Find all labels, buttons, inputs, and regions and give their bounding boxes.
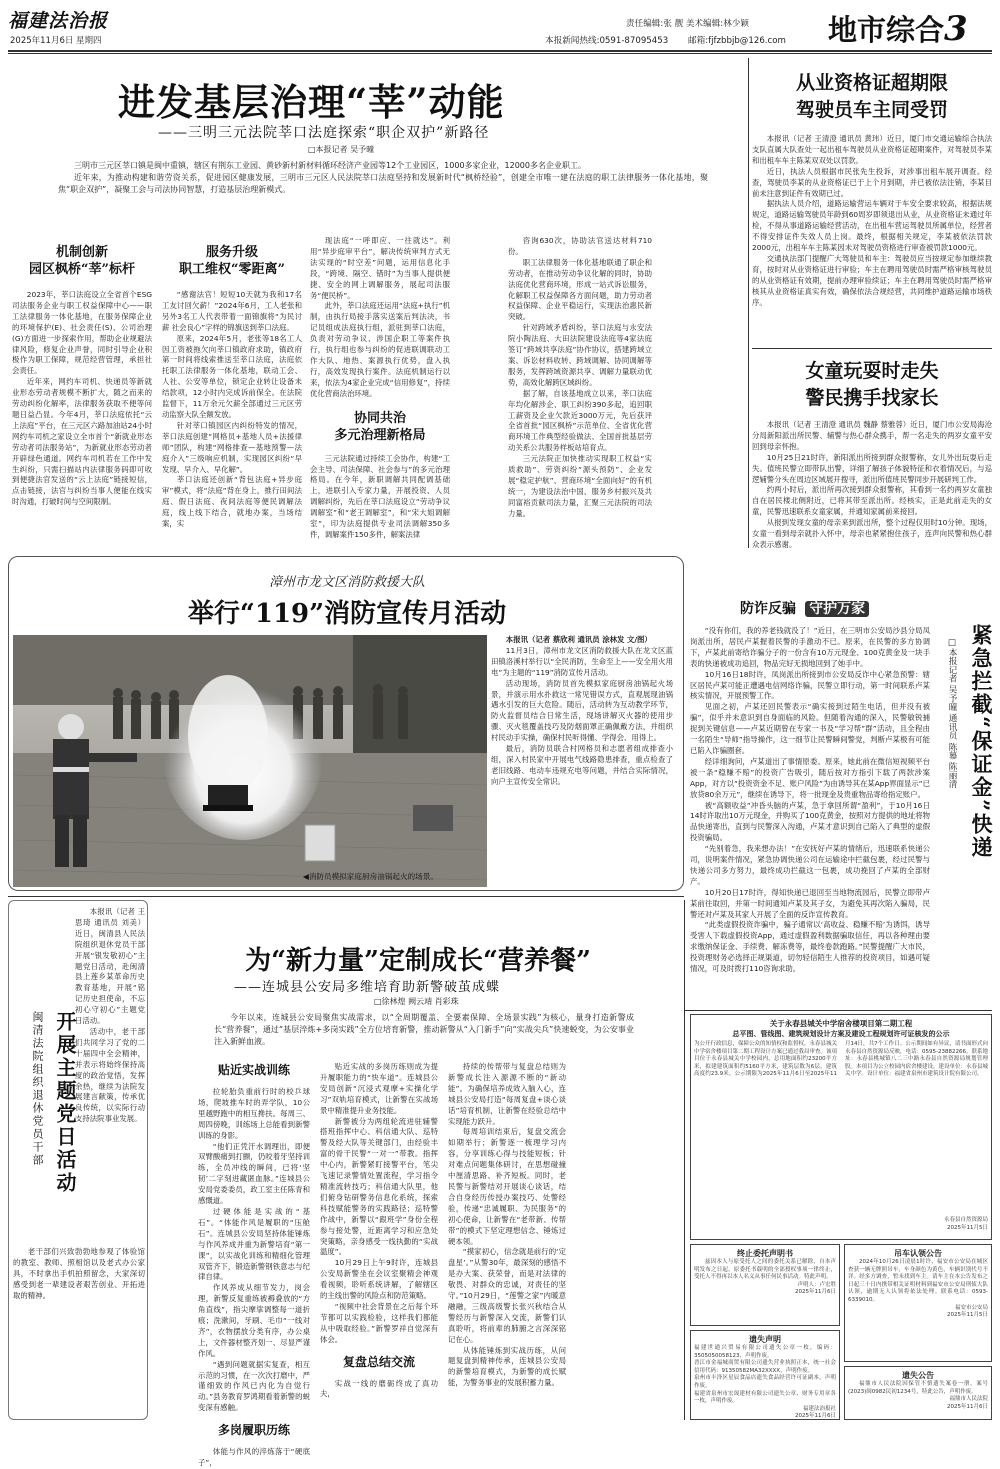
notice-item: 晋江市金福城商贸有限公司遗失营业执照正本，统一社会信用代码：91350582MA32XXXX，声明作废。 [694, 1360, 836, 1374]
masthead [8, 6, 992, 48]
para: 此外，莘口法庭还运用“法庭+执行”机制，由执行局接手落实送案后判法决，书记员组成法庭执行组，派驻到莘口法庭，负责对劳动争议、涉国企职工等案件执行，执行组也参与纠纷的促进联调联动工作大队、地热、案源执行优势，盘入执行，高效发现执行案件。法庭机制运行以来，依法为4家企业完成“信用修复”，持续优化营商法治环境。 [310, 301, 450, 398]
editors-line: 责任编辑:张 靓 美术编辑:林少颖 [626, 19, 749, 29]
section-heading: 机制创新 [55, 245, 108, 260]
notice-title: 终止委托声明书 [737, 1248, 793, 1258]
notice-subtitle: 总平图、管线图、建筑规划设计方案及建设工程规划许可证核发的公示 [732, 1029, 950, 1038]
para: 从报到发现女童的母亲来到派出所，整个过程仅用时10分钟。现场，女童一看到母亲就扑入怀中，母亲也紧紧抱住孩子，连声向民警和热心群众表示感谢。 [752, 518, 992, 549]
para: 据了解，自该基地成立以来，莘口法庭年均化解涉企、职工纠纷390多起，追回职工薪资及企业欠款近3000万元，先后获评全省首批“园区枫桥”示范单位、全省优化营商环境工作典型经验做法、全国首批基层劳动关系公共服务样板站培育点。 [508, 388, 652, 453]
byline: 本报讯（记者 蔡欣利 通讯员 涂林发 文/图） [505, 635, 652, 644]
notice-lost [690, 1330, 840, 1420]
para: “感谢法官！短短10天就为我和17名工友讨回欠薪！”2024年6月，工人老张和另外3名工人代表带着一面锦旗将“为民讨薪 社会良心”字样的锦旗送到莘口法庭。 [162, 290, 302, 332]
notice-court-loss [844, 1366, 992, 1420]
notice-title: 遗失声明 [749, 1334, 781, 1344]
headline: 举行“119”消防宣传月活动 [187, 599, 507, 629]
party-text-top [75, 907, 145, 1243]
hotline: 本报新闻热线:0591-87095453 [545, 36, 669, 46]
article-court [8, 58, 746, 548]
fire-text [491, 635, 673, 788]
headline: 为“新力量”定制成长“营养餐” [245, 946, 591, 976]
para: 活动中，老干部们共同学习了党的二十届四中全会精神，并表示将始终保持高度的政治觉悟，发挥余热，继续为法院发展建言献策，传承优良传统，以实际行动支持法院事业发展。 [75, 1026, 145, 1124]
para: “摸家初心，信念就是前行的‘定盘星’。”从警30年，最深刻的感悟不是办大案、获荣誉，而是对法律的敬畏、对群众的忠诚，对责任的坚守。”10月29日，“莲警之家”内暖意融融，三级高级警长张兴秋结合从警经历与新警深入交流，新警们认真聆听，将前辈的肺腑之言深深铭记在心。 [448, 1247, 566, 1344]
para: “他们正凭汗水调理出，即便双臂酸痛到打颤，仍咬着牙坚持训练，全员冲线的瞬间，已将‘坚韧’二字刻进藏匿血脉。”连城县公安局党委委员，政工室主任陈青和感慨道。 [198, 1141, 310, 1206]
section-heading: 协同共治 [353, 410, 406, 426]
headline: 进发基层治理“莘”动能 [118, 80, 505, 124]
para: 持续的传帮带与复盘总结则为新警成长注入源源不断的“新动能”。为确保培养成效入脑入心，连城县公安局打造“每周复盘+谈心谈话”培育机制，让新警在经验总结中实现能力跃升。 [448, 1062, 566, 1126]
headline: 从业资格证超期限 [795, 72, 948, 94]
section-heading: 贴近实战训练 [217, 1063, 290, 1077]
para: 实战一线的磨砺终成了真功夫， [320, 1378, 438, 1399]
para: 莘口法庭还创新“背包法庭+异步庭审”模式，将“法庭”背在身上，推行田间法庭、假日法庭、夜间法庭等便民调解法庭，线上线下结合，就地办案，当场结案，实 [162, 475, 302, 529]
notice-date: 2025年11月6日 [795, 1289, 836, 1296]
notice-text: 福鼎市人民法院因保管不慎遗失案卷一册，案号(2023)闽0982民初1234号，特此公告，声明作废。 [848, 1381, 988, 1395]
para: 体能与作风的淬炼落于“硬底子”， [198, 1447, 310, 1468]
headline-vertical: 开展主题党日活动 [53, 1011, 77, 1195]
para: 现法庭“一呼即应、一往就达”。利用“异步庭审平台”，解决传统审判方式无法实现的“时空差”问题，运用信息化手段，“跨境、隔空、错时”为当事人提供便捷、安全的网上调解服务，展起司法服务“便民桥”。 [310, 236, 450, 300]
para: 10月25日21时许，新阳派出所接到群众报警称，女儿外出玩耍后走失。值班民警立即带队出警，详细了解孩子体貌特征和衣着情况后，与巡逻辅警分头在周边区域展开搜寻，派出所值班民警同步开展研判工作。 [752, 452, 992, 484]
notice-planning [690, 1014, 992, 1240]
article-fire-box [8, 556, 684, 891]
para: 2023年，莘口法庭设立全省首个ESG司法服务企业与职工权益保障中心——职工法律服务一体化基地，在服务保障企业的环境保护(E)、社会责任(S)、公司治理(G)方面进一步探索作用，帮助企业规避法律风险，修复企业声誉，同时引导企业积极作为职工保障，规范经营管理，承担社会责任。 [12, 290, 152, 376]
para: 职工法律服务一体化基地联通了职企和劳动者，在推动劳动争议化解的同时，协助法庭优化营商环境，形成一站式诉讼服务，化解职工权益保障各方面问题，助力劳动者权益保障、企业平稳运行，实现法治惠民新突破。 [508, 257, 652, 322]
page-number: 3 [944, 9, 968, 49]
section-heading: 职工维权“零距离” [179, 262, 285, 277]
notice-crane [844, 1244, 992, 1362]
para: 本报讯（记者 王清澄 通讯员 黄玮）近日，厦门市交通运输综合执法支队直属大队查处一起出租车驾驶员从业资格证超期案件，对驾驶员李某和出租车车主陈某双双处以罚款。 [752, 134, 992, 165]
para: 近日，执法人员根据市民张先生投诉，对涉事出租车展开调查。经查，驾驶员李某的从业资格证已于上个月到期，并已被依法注销，李某目前未注意到证件有效期已过。 [752, 166, 992, 198]
badge-label: 守护万家 [805, 601, 869, 617]
police-column-1 [198, 1062, 310, 1468]
lead-para: 三明市三元区莘口镇是闽中重镇，辖区有荆东工业园、黄砂新村新材料循环经济产业园等12个工业园区，1000多家企业，12000多名企业职工。 [74, 161, 586, 170]
section-title: 地市综合3 [828, 9, 968, 49]
notice-sign: 永春县自然资源局 [943, 1217, 988, 1223]
column-3 [310, 236, 450, 541]
para: 三元法院正加快推动实现职工权益“实质救助”、劳资纠纷“源头预防”、企业发展“稳定护航”、营商环境“全面向好”的有机统一，为建设法治中国、服务乡村振兴及共同富裕贡献司法力量，汇聚三元法院的司法力量。 [508, 454, 652, 518]
police-column-2 [320, 1062, 438, 1420]
headline-line2: 警民携手找家长 [805, 387, 939, 409]
notice-sign: 福鼎市人民法院 [949, 1396, 988, 1403]
para: 近年来，网约车司机、快递员等新就业形态劳动者规模不断扩大，随之而来的劳动纠纷化解率，法律服务获取不便等问题日益凸显。今年4月，莘口法庭依托“云上法庭”平台，在三元区六路加油站24小时网约车司机之家设立全市首个“新就业形态劳动者司法服务站”，为新就业形态劳动者开辟绿色通道。网约车司机若在工作中发生纠纷，只需扫描站内法律服务码即可收到便捷法官发送的“云上法庭”链接短信，点击链接，法官与纠纷当事人便能在线实时沟通，打破时间与空间限制。 [12, 377, 152, 507]
section-heading: 多岗履职历练 [217, 1423, 290, 1438]
notice-title: 关于永春县城关中学宿舍楼项目第二期工程 [769, 1019, 913, 1028]
para: 针对莘口镇园区内纠纷特发的情况，莘口法庭创建“网格员+基地人员+法援律师”团队，构建“网格排查—基地预警—法庭介入”三级响应机制，实现园区纠纷“早发现、早介入、早化解”。 [162, 420, 302, 474]
para: “此类虚假投资诈骗中，骗子通常以‘高收益、稳赚不赔’为诱饵，诱导受害人下载虚假投资App，通过虚假盈利数据骗取信任，再以各种理由要求缴纳保证金、手续费、解冻费等，最终卷款跑路。”民警提醒广大市民，投资理财务必选择正规渠道，切勿轻信陌生人推荐的投资项目，如遇可疑情况，可及时拨打110咨询求助。 [690, 920, 930, 974]
para: 经详细询问，卢某道出了事情原委。原来，她此前在微信短视频平台被一条“稳赚不赔”的投资广告吸引，随后按对方指引下载了两款涉案App，对方以“投资资金不足、账户风险”为由诱导其在某App界面显示“已放贷80余万元”，继续在诱导下，将一批现金及贵重物品寄给指定账户。 [690, 756, 930, 799]
notice-date: 2025年11月5日 [947, 1224, 988, 1231]
para: “先别着急，我来想办法！”在安抚好卢某的情绪后，迅速联系快递公司，说明案件情况，紧急协调快递公司在运输途中拦截包裹，经过民警与快递公司多方努力，最终成功拦截这一包裹，成功挽回了卢某的全部财产。 [690, 844, 930, 886]
byline: □本报记者 吴予曈 [308, 145, 375, 154]
email: 邮箱:fjfzbbjb@126.com [688, 36, 786, 46]
para: 10月29日上午9时许，连城县公安局新警坐在会议室聚精会神观看视频，聆听系统讲解，了解辖区的主线出警的风险点和防范策略。 [320, 1258, 438, 1301]
para: 作风养成从细节发力，岗会理，新警反复重练被褥叠放的“方角直线”，指尖摩挲调整每一道折痕；洗漱间，牙刷、毛巾“一线对齐”，衣物摆放分类有序，办公桌上，文件器材整齐划一、尽显严谨作风。 [198, 1283, 310, 1358]
section-heading: 服务升级 [205, 245, 258, 260]
notice-text: 兹因本人与原受托人之间的委托关系已解除，自本声明发布之日起，原委托书载明的全部授权事项一律终止，受托人不得再以本人名义从事任何民事活动。特此声明。 [694, 1259, 836, 1281]
para: 10月16日18时许，凤岗派出所接到市公安局反诈中心紧急预警：辖区居民卢某可能正遭遇电信网络诈骗，民警立即行动，第一时间联系卢某核实情况，开展预警工作。 [690, 669, 930, 701]
article-police [154, 900, 682, 1468]
newspaper-logo: 福建法治报 [8, 10, 109, 32]
para: 三元法院通过持续工会协作，构建“工会主导、司法保障、社会参与”的多元治理格局。在今年，新职调解共同配调基础上，进联引入专家力量，开展投资、人员调解纠纷，先后在莘口法庭设立“劳动争议调解室”和“老王调解室”，和“宋大姐调解室”，印为法庭提供专业司法调解350多件，调解案件150多件，解案法律 [310, 453, 450, 539]
section-heading: 多元治理新格局 [334, 427, 426, 443]
subheadline: ——连城县公安局多维培育助新警破茧成蝶 [234, 980, 501, 995]
antifraud-badge [740, 598, 869, 618]
notice-date: 2025年11月6日 [795, 1413, 836, 1420]
kicker: 漳州市龙文区消防救援大队 [268, 575, 425, 590]
article-party-day [8, 900, 148, 1420]
para: “遇到问题就据实复查，相互示范的习惯，在一次次打磨中，严谨细致的作风已内化为自觉行动。”县务教育罗鸿期看着新警的蜕变深有感触。 [198, 1359, 310, 1413]
photo-caption: ◀消防员模拟家庭厨房油锅起火的场景。 [303, 872, 438, 881]
lead-para: 近年来，为推动构建和谐劳资关系，促进园区健康发展，三明市三元区人民法院莘口法庭坚持和发展新时代“枫桥经验”，创建全市唯一建在法庭的职工法律服务一体化基地，聚焦“职企双护”，凝聚工会与司法协同智慧，打造基层治理新模式。 [58, 173, 708, 194]
notice-item: 福建世通兴贸易有限公司遗失公章一枚，编码：3505050058123，声明作废。 [694, 1345, 836, 1359]
para: 老干部们兴致勃勃地参观了体验馆的教室、教师、照相馆以及老式办公家具，不时拿出手机拍照留念，大家深切感受到老一辈建设者艰苦创业、开拓进取的精神。 [13, 1247, 145, 1300]
notice-date: 2025年11月6日 [947, 1403, 988, 1410]
lead-box [214, 1012, 634, 1048]
para: “视频中社会背景在之后每个环节都可以实践检验，这样我们都能从中吸取经验。”新警罗祥自觉深有体会。 [320, 1301, 438, 1344]
para: 约两小时后，派出所再次接到群众报警称，其看到一名约两岁女童独自在居民楼北侧附近，已将其带至派出所。经核实，正是此前走失的女童，民警迅速联系女童家属，并通知家属前来接回。 [752, 485, 992, 517]
notice-date: 2025年11月5日 [947, 1312, 988, 1319]
para: 咨询630次，协助法官送达材料710份。 [508, 236, 652, 256]
notice-sign: 福建法治报社 [802, 1405, 836, 1412]
para: 新警被分为两组轮流进驻辅警搭班指挥中心、科信通大队、巡特警及经大队等关键部门，由经验丰富的骨干民警“一对一”带教。指挥中心内，新警紧盯接警平台，笔尖飞速记录警情处置流程，学习指令精准流转技巧；科信通大队里，他们俯身钻研警务信息化系统，探索科技赋能警务的实践路径；巡特警作战中，新警以“跟班学”身份全程参与接处警，近距离学习和应急处突策略，亲身感受一线执勤的“实战温度”。 [320, 1116, 438, 1257]
para: 据执法人员介绍，道路运输营运车辆对于车安全要求较高，根据法规规定，道路运输驾驶员年龄到60周岁即须退出从业，从业资格证未通过年检，不得从事道路运输经营活动，在出租车营运驾驶员所属单位，经营者不得安排证件失效人员上岗。最终，根据相关规定，李某被依法罚款2000元，出租车车主陈某因未对驾驶员资格进行审查被罚款1000元。 [752, 199, 992, 253]
fire-photo [13, 635, 487, 887]
subheadline: ——三明三元法院莘口法庭探索“职企双护”新路径 [158, 125, 490, 141]
para: 从体能锤炼到实战历练，从问题复盘到精神传承，连城县公安局的新警培育模式，为新警的成长赋能，为警务事业的发展积蓄力量。 [448, 1345, 566, 1388]
lead-box [58, 160, 708, 196]
lead-para: 今年以来，连城县公安局聚焦实战需求，以“全周期覆盖、全要素保障、全场景实践”为核心，量身打造新警成长“营养餐”，通过“基层淬炼+多岗实践”全方位培育新警，推动新警从“入门新手”向“实战尖兵”快速蜕变，为公安事业注入新鲜血液。 [214, 1013, 634, 1046]
section-heading: 复盘总结交流 [342, 1354, 415, 1369]
subheadline-vertical: 闽清法院组织退休党员干部 [31, 1011, 44, 1167]
notice-text: 2024年10月26日凌晨1时许，福安市公安局在城区查获一辆无牌照吊车，车身颜色为黄色，车辆识别代号不详。经多方调查，暂未找到车主。请车主在本公告发布之日起三十日内携带相关证明材料到福安市公安局刑侦大队认领，逾期无人认领将依法处理。联系电话：0593-6339010。 [848, 1259, 988, 1303]
para: “没有你们，我的养老钱就没了！”近日，在三明市公安局沙县分局凤岗派出所，居民卢某握着民警的手激动不已。原来，在民警的多方协调下，卢某此前寄给诈骗分子的一份含有10万元现金、100克黄金及一块手表的快递被成功追回，物品完好无损地回到了她手中。 [690, 626, 930, 668]
column-4 [508, 236, 652, 520]
section-heading: 园区枫桥“莘”标杆 [29, 262, 135, 277]
issue-date: 2025年11月6日 星期四 [10, 36, 102, 46]
antifraud-text [690, 626, 930, 1006]
para: 活动现场，消防员首先模拟家庭厨房油锅起火场景，并演示用水扑救这一常见错误方式，直观展现油锅遇水引发的巨大危险。随后，活动转为互动教学环节，防火监督员结合日常生活，现场讲解灭火器的使用步骤、灭火毯覆盖技巧及防烟面罩正确佩戴方法，并组织村民动手实操，确保村民听得懂、学得会、用得上。 [491, 678, 673, 743]
headline: 女童玩耍时走失 [805, 360, 939, 382]
para: 针对跨域矛盾纠纷，莘口法庭与永安法院小陶法庭、大田法院建设法庭等4家法庭签订“跨域共享法庭”协作协议，搭建跨域立案、诉讼材料收转、跨域调解、协同调解等服务，发挥跨域资源共享、调解力量联动优势，高效化解跨区域纠纷。 [508, 323, 652, 387]
para: 过硬体能是实战的“基石”。“体能作风是履职的“压舱石”。连城县公安局坚持体能锤炼与作风养成并重为新警培育“第一课”，以实战化训练和精细化管理双管齐下，锻造新警钢铁意志与纪律自律。 [198, 1206, 310, 1282]
para: 见面之初，卢某还回民警表示“确实接到过陌生电话，但并没有被骗”，似乎并未意识到自身面临的风险。但随着沟通的深入，民警敏锐捕捉到关键信息——卢某近期曾在专家一书及“学习帮”群”活动，且全程由一名陌生“导师”指导操作，这一细节让民警瞬间警觉，判断卢某极有可能已陷入诈骗圈套。 [690, 702, 930, 755]
fire-scene-illustration [13, 635, 487, 887]
party-text-bottom [13, 1247, 145, 1302]
column-1 [12, 244, 152, 508]
notice-text: 为公开行政信息，保障公众的知情权和监督权，永春县城关中学宿舍楼项目第二期工程设计方案已通过我局审查。该项目位于永春县城关中学校园内，总用地面积约23200平方米，拟建建筑面积约5160平方米，建筑层数为6层，建筑高度约23.9米。公示期限为2025年11月6日至2025年11月14日，共7个工作日。公示期间如有异议，请书面形式向永春县自然资源局反映，电话：0595-23882266。联系地址：永春县桃城镇八二三中路永春县自然资源局规划管理股。本项目为公立校园内宿舍楼建设，建设单位：永春县城关中学。设计单位：福建省泉州市建筑设计院有限公司。 [694, 1041, 989, 1078]
byline: □徐林煌 阙云靖 肖彩珠 [374, 997, 459, 1006]
badge-label: 防诈反骗 [740, 601, 796, 617]
para: 每周培训结束后，复盘交流会如期举行；新警逐一梳理学习内容，分享训练心得与技能短板；针对难点问题集体研讨，在思想碰撞中厘清思路、补齐短板。同时，老民警与新警结对开展谈心谈话，结合自身经历传授办案技巧、处警经验，传递“忠诚履职、为民服务”的初心使命，让新警在“老带新、传帮带”的模式下坚定理想信念、锤炼过硬本领。 [448, 1127, 566, 1246]
notice-title: 吊车认领公告 [894, 1248, 942, 1258]
headline-vertical: 紧急拦截“保证金”快递 [969, 624, 994, 860]
para: 拉轮胎负重前行时的校乒球场，爬坡推车时的弄学队，10公里越野跑中的相互搀扶。每周三、周四傍晚，训练场上总能看到新警训练的身影。 [198, 1087, 310, 1140]
notice-title: 遗失公告 [902, 1370, 934, 1380]
para: 10月20日17时许，得知快递已退回至当地物流园后，民警立即带卢某前往取回，并第一时间通知卢某及其子女，为避免其再次陷入骗局，民警还对卢某及其家人开展了全面的反诈宣传教育。 [690, 887, 930, 919]
police-column-3 [448, 1062, 566, 1420]
byline-vertical: □本报记者 吴予曈 通讯员 陈幕 陈丽清 [947, 638, 957, 788]
article-lost-girl [752, 352, 992, 552]
para: 本报讯（记者 王思琦 通讯员 刘美）近日，闽清县人民法院组织退休党员干部开展“银发敬初心”主题党日活动，赴闽清县上莲乡某革命历史教育基地，开展“铭记历史担使命，不忘初心守初心”主题党日活动。 [75, 907, 145, 1026]
article-license [752, 60, 992, 345]
headline-line2: 驾驶员车主同受罚 [795, 99, 948, 121]
para: 本报讯（记者 王清澄 通讯员 魏静 蔡雅蓉）近日，厦门市公安局海沧分局新阳派出所民警、辅警与热心群众携手，帮一名走失的两岁女童平安回到母亲怀抱。 [752, 420, 992, 451]
column-2 [162, 244, 302, 530]
notice-sign: 声明人：卢宏胜 [797, 1281, 836, 1288]
para: 11月3日，漳州市龙文区消防救援大队在龙文区蓝田镇洛溪村举行以“全民消防，生命至上——安全用火用电”为主题的“119”消防宣传月活动。 [491, 645, 673, 677]
para: 被“高额收益”冲昏头脑的卢某，急于拿回所谓“盈利”，于10月16日14时许取出10万元现金，并购买了100克黄金，按照对方提供的地址将物品快递寄出，直到与民警深入沟通，卢某才意识到自己陷入了典型的虚假投资骗局。 [690, 800, 930, 843]
notice-sign: 福安市公安局 [954, 1304, 988, 1311]
notice-item: 泉州市丰泽区星辰食品店遗失食品经营许可证副本，声明作废。 [694, 1375, 836, 1389]
article-antifraud [690, 598, 992, 1008]
notice-termination [690, 1244, 840, 1326]
bucket [305, 825, 335, 861]
para: 交通执法部门提醒广大驾驶员和车主：驾驶员应当按规定参加继续教育，按时对从业资格证进行审验；车主在聘用驾驶员时需严格审核驾驶员的从业资格证有效期，提前办理审验续证；车主在聘用驾驶员时需严格审核其从业资格证真实有效，确保依法合规经营，共同维护道路运输市场秩序。 [752, 253, 992, 307]
notice-item: 福建省泉州市宏晟建材有限公司遗失公章、财务专用章各一枚，声明作废。 [694, 1390, 836, 1405]
para: 最后，消防员联合村网格员和志愿者组成排查小组，深入村民家中开展电气线路隐患排查，重点检查了老旧线路、电动车违规充电等问题，并结合实际情况，向户主宣传安全常识。 [491, 744, 673, 786]
para: 贴近实战的多岗历练则成为提升履职能力的“快车道”。连城县公安局创新“沉浸式观摩+实操化学习”双轨培育模式，让新警在实战场景中精准提升业务技能。 [320, 1062, 438, 1115]
para: 原来，2024年5月，老张等18名工人因工资被拖欠向莘口镇政府求助，镇政府第一时间将线索推送至莘口法庭，法庭依托职工法律服务一体化基地，联动工会、人社、公安等单位，锁定企业转让设备未结款项，12小时内完成诉前保全。在法院监督下，11万余元欠薪全部通过三元区劳动监察大队全额发放。 [162, 333, 302, 419]
